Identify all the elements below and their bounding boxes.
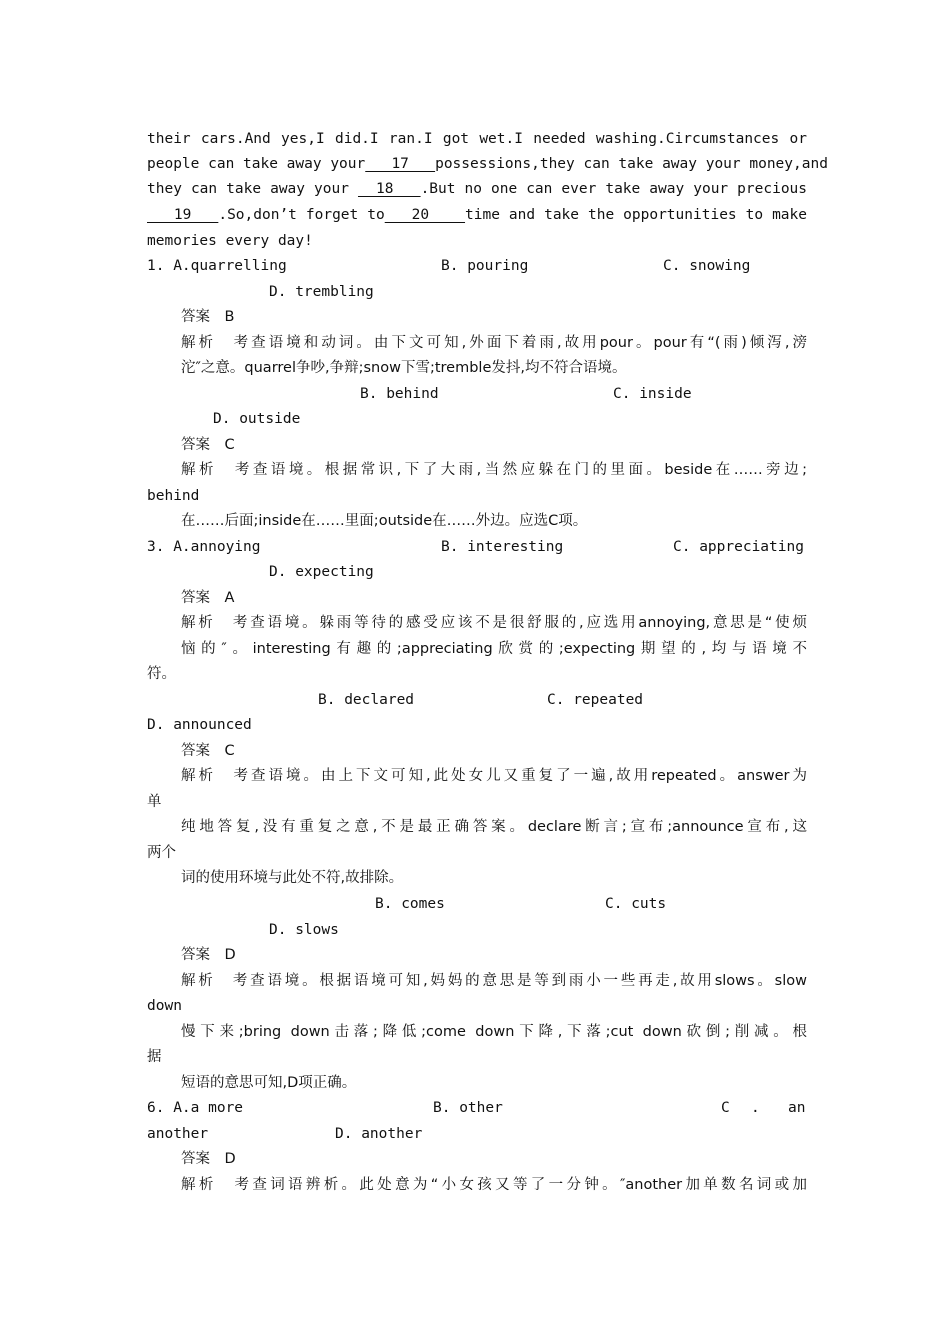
- option-c-letter: C: [721, 1100, 730, 1116]
- answer: 答案 D: [181, 1151, 236, 1167]
- option-b: B. declared: [318, 692, 415, 708]
- answer: 答案 B: [181, 309, 235, 325]
- question-3-options: [147, 535, 807, 560]
- question-1-options: [147, 280, 807, 305]
- passage-line: memories every day!: [147, 233, 313, 249]
- explanation: 纯地答复,没有重复之意,不是最正确答案。declare断言;宣布;announce宣布,这: [181, 819, 807, 835]
- option-c: C. inside: [613, 386, 692, 402]
- explanation: 解析 考查语境。由上下文可知,此处女儿又重复了一遍,故用repeated。answer为: [181, 768, 807, 784]
- option-d: D. outside: [213, 411, 301, 427]
- question-6-options: [147, 1096, 807, 1121]
- explanation: 符。: [147, 666, 176, 682]
- explanation: 解析 考查语境和动词。由下文可知,外面下着雨,故用pour。pour有“(雨)倾泻,滂: [181, 335, 807, 351]
- option-d: D. expecting: [269, 564, 374, 580]
- explanation: 短语的意思可知,D项正确。: [181, 1075, 357, 1091]
- blank-19: 19: [147, 207, 219, 223]
- option-b: B. behind: [360, 386, 439, 402]
- explanation: 慢下来;bring down击落;降低;come down下降,下落;cut down砍倒;削减。根: [181, 1024, 807, 1040]
- option-a: 6. A.a more: [147, 1100, 244, 1116]
- option-b: B. interesting: [441, 539, 564, 555]
- passage-text: people can take away your: [147, 156, 366, 172]
- option-d: D. trembling: [269, 284, 374, 300]
- option-b: B. comes: [375, 896, 445, 912]
- blank-18: 18: [357, 181, 421, 197]
- passage-text: .So,don’t forget to: [218, 207, 385, 223]
- explanation: 解析 考查语境。躲雨等待的感受应该不是很舒服的,应选用annoying,意思是“使烦: [181, 615, 807, 631]
- explanation: 单: [147, 794, 162, 810]
- passage-line: [147, 203, 807, 228]
- explanation: behind: [147, 488, 200, 504]
- blank-20: 20: [384, 207, 466, 223]
- passage-text: possessions,they can take away your money,and: [435, 156, 828, 172]
- question-2-options: [147, 382, 807, 407]
- question-4-options: [147, 688, 807, 713]
- option-d: D. another: [335, 1126, 423, 1142]
- option-c-dot: .: [751, 1100, 760, 1116]
- question-6-options: [147, 1122, 807, 1147]
- option-a: 3. A.annoying: [147, 539, 261, 555]
- option-b: B. pouring: [441, 258, 529, 274]
- question-4-options: [147, 713, 807, 738]
- question-3-options: [147, 560, 807, 585]
- answer: 答案 A: [181, 590, 235, 606]
- question-5-options: [147, 918, 807, 943]
- answer: 答案 D: [181, 947, 236, 963]
- explanation: 解析 考查语境。根据常识,下了大雨,当然应躲在门的里面。beside在……旁边;: [181, 462, 807, 478]
- option-c-text: another: [147, 1126, 209, 1142]
- explanation: 在……后面;inside在……里面;outside在……外边。应选C项。: [181, 513, 588, 529]
- explanation: 词的使用环境与此处不符,故排除。: [181, 870, 404, 886]
- blank-17: 17: [365, 156, 436, 172]
- passage-text: .But no one can ever take away your precious: [420, 181, 808, 197]
- question-1-options: [147, 254, 807, 279]
- answer: 答案 C: [181, 743, 235, 759]
- explanation: 据: [147, 1049, 162, 1065]
- passage-line: [147, 177, 807, 202]
- explanation: 恼的″。interesting有趣的;appreciating欣赏的;expecting期望的,均与语境不: [181, 641, 807, 657]
- option-d: D. slows: [269, 922, 339, 938]
- option-c: C. repeated: [547, 692, 644, 708]
- option-d: D. announced: [147, 717, 252, 733]
- option-c-text: an: [788, 1100, 806, 1116]
- passage-line: their cars.And yes,I did.I ran.I got wet.I needed washing.Circumstances or: [147, 131, 807, 147]
- option-b: B. other: [433, 1100, 503, 1116]
- explanation: 沱″之意。quarrel争吵,争辩;snow下雪;tremble发抖,均不符合语境。: [181, 360, 627, 376]
- explanation: 解析 考查语境。根据语境可知,妈妈的意思是等到雨小一些再走,故用slows。slow: [181, 973, 807, 989]
- question-5-options: [147, 892, 807, 917]
- answer: 答案 C: [181, 437, 235, 453]
- passage-line: [147, 152, 828, 177]
- question-2-options: [147, 407, 807, 432]
- explanation: 两个: [147, 845, 176, 861]
- option-a: 1. A.quarrelling: [147, 258, 287, 274]
- option-c: C. snowing: [663, 258, 751, 274]
- explanation: down: [147, 998, 182, 1014]
- explanation: 解析 考查词语辨析。此处意为“小女孩又等了一分钟。″another加单数名词或加: [181, 1177, 807, 1193]
- passage-text: time and take the opportunities to make: [465, 207, 807, 223]
- option-c: C. appreciating: [673, 539, 804, 555]
- option-c: C. cuts: [605, 896, 667, 912]
- passage-text: they can take away your: [147, 181, 358, 197]
